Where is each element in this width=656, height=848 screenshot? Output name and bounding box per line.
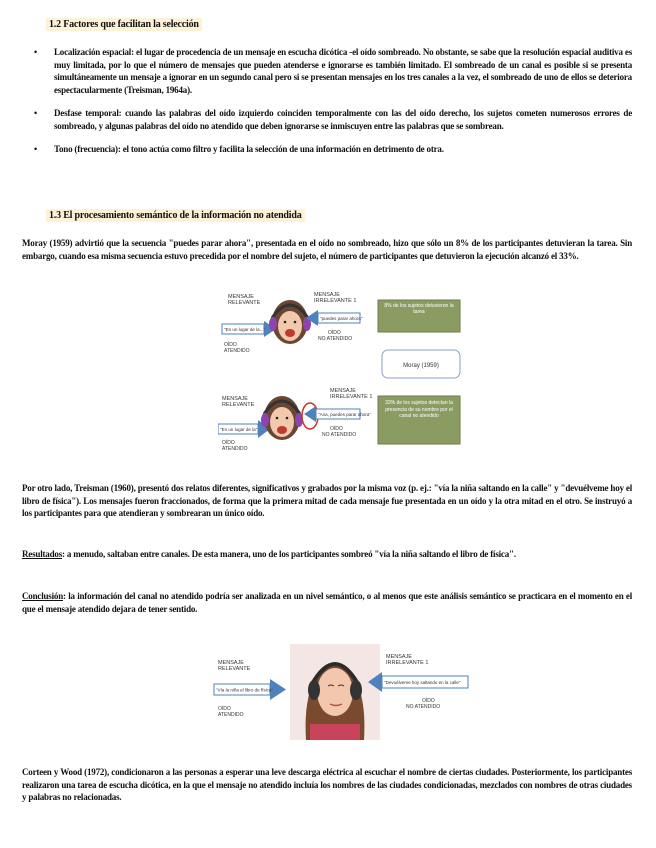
bottom-relevant-label-2: RELEVANTE <box>222 402 255 408</box>
list-item-desfase: • Desfase temporal: cuando las palabras del oído izquierdo coinciden temporalmente con las del oído derecho, los sujetos cometen numerosos errores de sombreado, y algunas palabras del oído no atendido que deben ignorarse se inmiscuyen entre las palabras que se sombrean. <box>22 107 632 132</box>
bottom-unattended-label-2: NO ATENDIDO <box>322 432 357 438</box>
paragraph-conclusion <box>22 590 632 615</box>
fig2-unattended-label-2: NO ATENDIDO <box>406 704 441 710</box>
svg-text:MENSAJEIRRELEVANTE 1 <box>330 388 372 400</box>
moray-experiment-figure <box>218 288 468 460</box>
fig2-irrelevant-label-2: IRRELEVANTE 1 <box>386 660 429 666</box>
top-result-text: 8% de los sujetos detuvieron la tarea <box>384 303 454 315</box>
conclusion-text: : la información del canal no atendido podría ser analizada en un nivel semántico, o al menos que este análisis semántico se practicara en el momento en el que el mensaje atendido dejara de tener sentido. <box>22 591 632 614</box>
svg-text:OÍDONO ATENDIDO <box>322 425 356 438</box>
bottom-attended-label-1: OÍDO <box>222 440 235 446</box>
top-attended-label-2: ATENDIDO <box>224 348 250 354</box>
top-relevant-quote: "En un lugar de la..." <box>224 327 265 332</box>
fig2-irrelevant-label-1: MENSAJE <box>386 654 412 660</box>
paragraph-moray: Moray (1959) advirtió que la secuencia "puedes parar ahora", presentada en el oído no sombreado, hizo que sólo un 8% de los participantes detuvieran la tarea. Sin embargo, cuando esa misma secuencia estuvo precedida por el nombre del sujeto, el número de participantes que detuvieron la ejecución alcanzó el 33%. <box>22 238 632 261</box>
svg-text:MENSAJEIRRELEVANTE 1 <box>314 292 356 304</box>
bottom-unattended-label-1: OÍDO <box>330 426 343 432</box>
fig2-attended-label-2: ATENDIDO <box>218 712 244 718</box>
conclusion-label: Conclusión <box>22 591 64 601</box>
section-heading-1-3: 1.3 El procesamiento semántico de la información no atendida <box>46 209 305 222</box>
svg-text:MENSAJERELEVANTE <box>218 660 251 672</box>
paragraph-corteen: Corteen y Wood (1972), condicionaron a las personas a esperar una leve descarga eléctrica al escuchar el nombre de ciertas ciudades. Posteriormente, los participantes realizaron una tarea de escucha dicótica, en la que el mensaje no atendido incluía los nombres de las ciudades condicionadas, mezclados con nombres de otras ciudades y palabras no relacionadas. <box>22 767 632 802</box>
svg-text:OÍDOATENDIDO <box>218 705 244 718</box>
top-relevant-label-2: RELEVANTE <box>228 300 261 306</box>
top-attended-label-1: OÍDO <box>224 342 237 348</box>
factors-list <box>22 46 632 167</box>
treisman-experiment-figure <box>210 644 475 740</box>
bottom-relevant-label-1: MENSAJE <box>222 396 248 402</box>
woman-headphones-image <box>261 396 303 440</box>
top-irrelevant-quote: "puedes parar ahora" <box>320 316 363 321</box>
bottom-relevant-quote: "En un lugar de la" <box>220 427 258 432</box>
svg-text:OÍDONO ATENDIDO <box>318 329 352 342</box>
bottom-result-text: 33% de los sujetos detectan la presencia de su nombre por el canal no atendido <box>385 400 453 419</box>
arrow-left-icon <box>304 406 316 422</box>
woman-headphones-image <box>269 300 311 344</box>
fig2-attended-label-1: OÍDO <box>218 706 231 712</box>
fig2-relevant-label-1: MENSAJE <box>218 660 244 666</box>
svg-text:OÍDOATENDIDO <box>222 439 248 452</box>
resultados-text: : a menudo, saltaban entre canales. De esta manera, uno de los participantes sombreó "vía la niña saltando el libro de física". <box>62 549 516 559</box>
figure-bottom-row <box>218 388 460 452</box>
bottom-irrelevant-label-2: IRRELEVANTE 1 <box>330 394 373 400</box>
moray-citation-text: Moray (1959) <box>403 363 439 369</box>
bottom-irrelevant-label-1: MENSAJE <box>330 388 356 394</box>
top-unattended-label-2: NO ATENDIDO <box>318 336 353 342</box>
bottom-attended-label-2: ATENDIDO <box>222 446 248 452</box>
section-heading-1-2: 1.2 Factores que facilitan la selección <box>46 18 202 31</box>
fig2-irrelevant-quote: "Devuélveme hoy saltando en la calle" <box>384 680 461 685</box>
svg-text:MENSAJERELEVANTE <box>222 396 255 408</box>
top-irrelevant-label-1: MENSAJE <box>314 292 340 298</box>
figure-top-row <box>222 292 460 354</box>
svg-text:MENSAJERELEVANTE <box>228 294 261 306</box>
fig2-unattended-label-1: OÍDO <box>422 698 435 704</box>
top-relevant-label-1: MENSAJE <box>228 294 254 300</box>
paragraph-resultados <box>22 548 632 561</box>
top-unattended-label-1: OÍDO <box>328 330 341 336</box>
top-irrelevant-label-2: IRRELEVANTE 1 <box>314 298 357 304</box>
fig2-relevant-quote: "Vía la niña el libro de física" <box>216 687 273 693</box>
list-item-localizacion: • Localización espacial: el lugar de procedencia de un mensaje en escucha dicótica -el oído sombreado. No obstante, se sabe que la resolución espacial auditiva es muy limitada, por lo que el número de mensajes que pueden atenderse e ignorarse es también limitado. El sombreado de un canal es posible si se presenta simultáneamente un mensaje a ignorar en un segundo canal pero si se presentan mensajes en los tres canales a la vez, el sombreado de uno de ellos se deteriora espectacularmente (Treisman, 1964a). <box>22 46 632 96</box>
resultados-label: Resultados <box>22 549 63 559</box>
svg-text:MENSAJEIRRELEVANTE 1 <box>386 654 428 666</box>
fig2-relevant-label-2: RELEVANTE <box>218 666 251 672</box>
paragraph-treisman: Por otro lado, Treisman (1960), presentó dos relatos diferentes, significativos y grabados por la misma voz (p. ej.: "vía la niña saltando en la calle" y "devuélveme hoy el libro de física"). Los mensajes fueron fraccionados, de forma que la primera mitad de cada mensaje fue presentada en un oído y la otra mitad en el otro. Se instruyó a los participantes para que atendieran y sombrearan un único oído. <box>22 483 632 518</box>
svg-text:OÍDONO ATENDIDO <box>406 697 440 710</box>
svg-text:OÍDOATENDIDO <box>224 341 250 354</box>
bottom-irrelevant-quote: "Ana, puedes parar ahora" <box>318 412 371 417</box>
list-item-tono: • Tono (frecuencia): el tono actúa como filtro y facilita la selección de una información en detrimento de otra. <box>22 143 632 156</box>
